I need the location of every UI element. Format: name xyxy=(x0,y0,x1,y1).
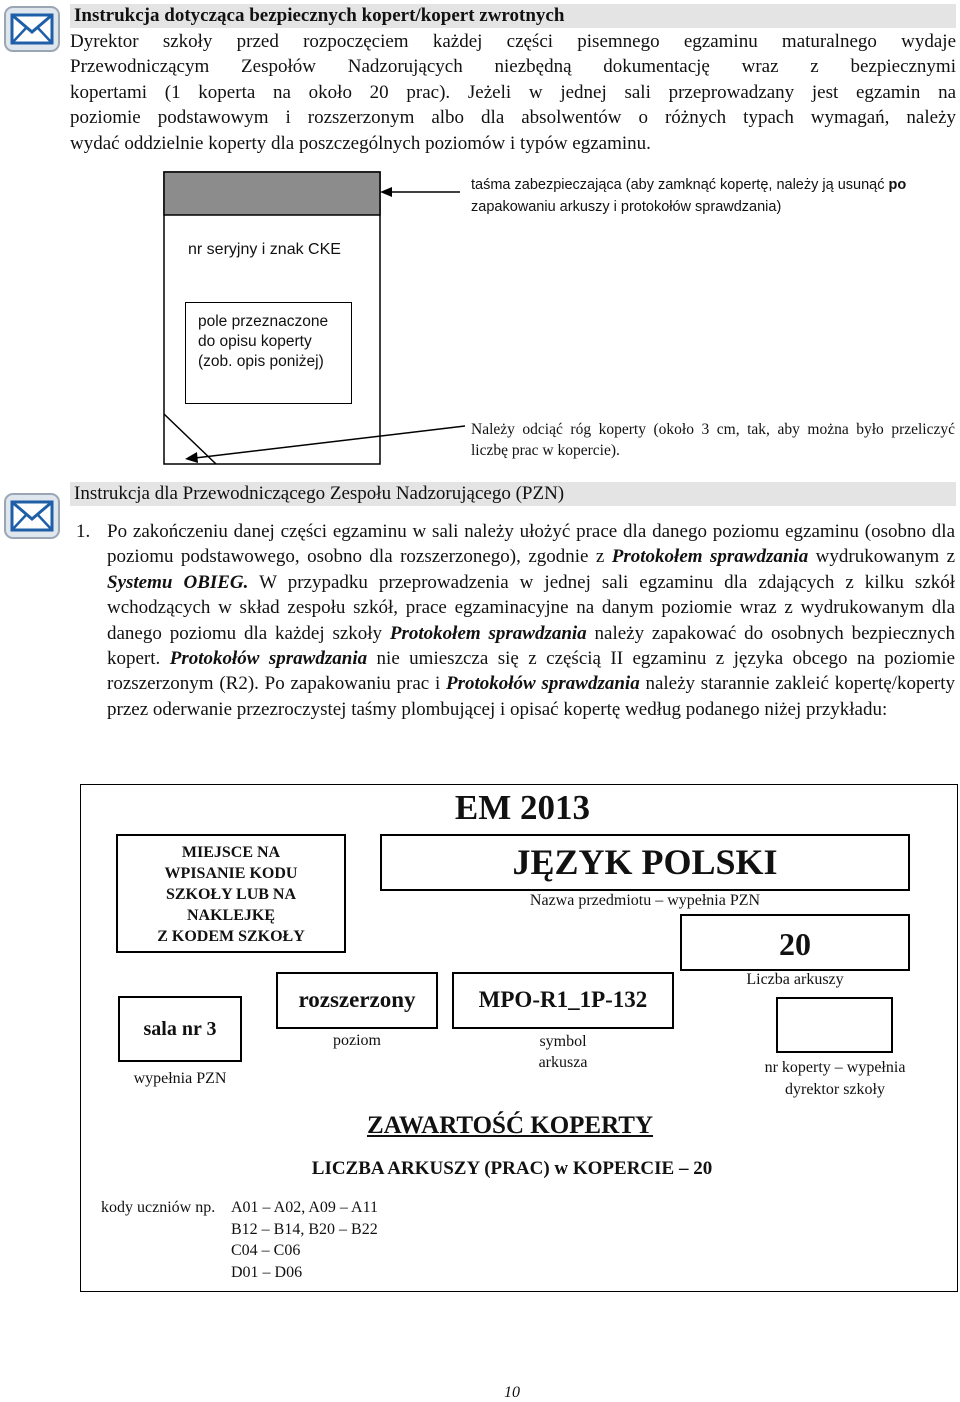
paragraph-segment: należy zapakować do osobnych bezpiecznych kopert. xyxy=(107,622,955,670)
subject-box: JĘZYK POLSKI xyxy=(380,834,910,891)
envelope-number-box xyxy=(776,997,893,1053)
emphasized-term: Systemu OBIEG. xyxy=(107,571,249,593)
sheet-count-caption: Liczba arkuszy xyxy=(746,971,844,988)
room-caption: wypełnia PZN xyxy=(133,1070,227,1087)
school-code-line: WPISANIE KODU xyxy=(164,865,298,882)
school-code-line: SZKOŁY LUB NA xyxy=(165,886,297,903)
paragraph-segment: nie umieszcza się z częścią II egzaminu z języka obcego na poziomie rozszerzonym (R2). Po zapakowaniu prac i xyxy=(107,648,956,695)
sheet-symbol-caption-line: symbol xyxy=(539,1033,587,1050)
section-1-line: Dyrektor szkoły przed rozpoczęciem każdej części pisemnego egzaminu maturalnego wydaje xyxy=(70,31,956,52)
tape-arrow xyxy=(380,185,460,203)
tape-note-line2: zapakowaniu arkuszy i protokołów sprawdzania) xyxy=(471,199,782,215)
section-2-heading: Instrukcja dla Przewodniczącego Zespołu Nadzorującego (PZN) xyxy=(70,482,956,506)
section-1-line: poziomie podstawowym i rozszerzonym albo dla absolwentów o różnych typach wymagań, należy xyxy=(70,107,956,129)
paragraph-segment: należy starannie zakleić kopertę/koperty przez oderwanie przezroczystej taśmy plombującej i opisać kopertę według podanego niżej przykładu: xyxy=(107,673,955,720)
tape-note xyxy=(471,174,957,218)
envelope-icon xyxy=(4,493,60,539)
section-1-line: Przewodniczącym Zespołów Nadzorujących niezbędną dokumentację wraz z bezpiecznymi xyxy=(70,56,956,78)
section-1-line: wydać oddzielnie koperty dla poszczególnych poziomów i typów egzaminu. xyxy=(70,132,651,154)
paragraph-segment: Po zakończeniu danej części egzaminu w sali należy ułożyć prace dla danego poziomu egzaminu (osobno dla poziomu podstawowego, osobno dla rozszerzonego), zgodnie z xyxy=(107,521,955,568)
sheet-symbol-box: MPO-R1_1P-132 xyxy=(452,972,674,1029)
corner-arrow xyxy=(165,418,465,468)
serial-label: nr seryjny i znak CKE xyxy=(188,241,341,258)
student-codes-prefix: kody uczniów np. xyxy=(101,1199,216,1216)
tape-note-text: taśma zabezpieczająca (aby zamknąć kopertę, należy ją usunąć xyxy=(471,177,889,193)
student-code-line: B12 – B14, B20 – B22 xyxy=(231,1220,378,1238)
room-box: sala nr 3 xyxy=(118,996,242,1062)
student-code-line: C04 – C06 xyxy=(231,1242,301,1259)
section-1-text xyxy=(70,29,956,156)
subject-caption: Nazwa przedmiotu – wypełnia PZN xyxy=(529,892,761,909)
exam-code: EM 2013 xyxy=(454,788,591,827)
student-code-line: D01 – D06 xyxy=(231,1263,303,1281)
school-code-box xyxy=(116,834,346,953)
school-code-line: MIEJSCE NA xyxy=(181,844,281,861)
corner-note: Należy odciąć róg koperty (około 3 cm, tak, aby można było przeliczyć liczbę prac w kopercie). xyxy=(471,421,955,459)
section-2-text xyxy=(107,519,955,722)
emphasized-term: Protokołem sprawdzania xyxy=(611,546,809,568)
level-box: rozszerzony xyxy=(276,972,438,1029)
envelope-number-caption xyxy=(740,1057,930,1101)
sheet-symbol-caption xyxy=(452,1031,674,1073)
section-1-line: kopertami (1 koperta na około 20 prac). Jeżeli w jednej sali przeprowadzany jest egzamin na xyxy=(70,81,956,103)
page-number: 10 xyxy=(504,1384,520,1401)
count-line: LICZBA ARKUSZY (PRAC) w KOPERCIE – 20 xyxy=(311,1158,713,1179)
emphasized-term: Protokołów sprawdzania xyxy=(446,673,640,695)
emphasized-term: Protokołów sprawdzania xyxy=(169,648,368,670)
student-code-line: A01 – A02, A09 – A11 xyxy=(231,1199,378,1216)
contents-title: ZAWARTOŚĆ KOPERTY xyxy=(366,1112,654,1139)
arrow-left-icon xyxy=(380,186,460,198)
school-code-line: NAKLEJKĘ xyxy=(186,907,275,924)
section-1-heading: Instrukcja dotycząca bezpiecznych kopert/kopert zwrotnych xyxy=(70,4,956,28)
envelope-number-caption-line: nr koperty – wypełnia xyxy=(764,1059,906,1076)
student-codes xyxy=(231,1197,378,1283)
emphasized-term: Protokołem sprawdzania xyxy=(389,622,587,644)
envelope-icon xyxy=(4,6,60,52)
arrow-head-icon xyxy=(185,452,198,463)
description-field-box: pole przeznaczone do opisu koperty (zob. opis poniżej) xyxy=(185,302,352,404)
item-number: 1. xyxy=(76,521,91,542)
sheet-count-box: 20 xyxy=(680,914,910,971)
paragraph-segment: W przypadku przeprowadzenia w jednej sali egzaminu dla zdających z kilku szkół wchodzących w skład zespołu szkół, prace egzaminacyjne na danym poziomie wraz z wydrukowanym dla danego poziomu dla każdej szkoły xyxy=(107,571,955,644)
paragraph-segment: wydrukowanym z xyxy=(808,546,955,568)
school-code-line: Z KODEM SZKOŁY xyxy=(157,928,305,945)
envelope-number-caption-line: dyrektor szkoły xyxy=(785,1081,885,1098)
tape-note-bold: po xyxy=(888,177,907,193)
level-caption: poziom xyxy=(333,1032,381,1049)
sheet-symbol-caption-line: arkusza xyxy=(538,1054,588,1071)
